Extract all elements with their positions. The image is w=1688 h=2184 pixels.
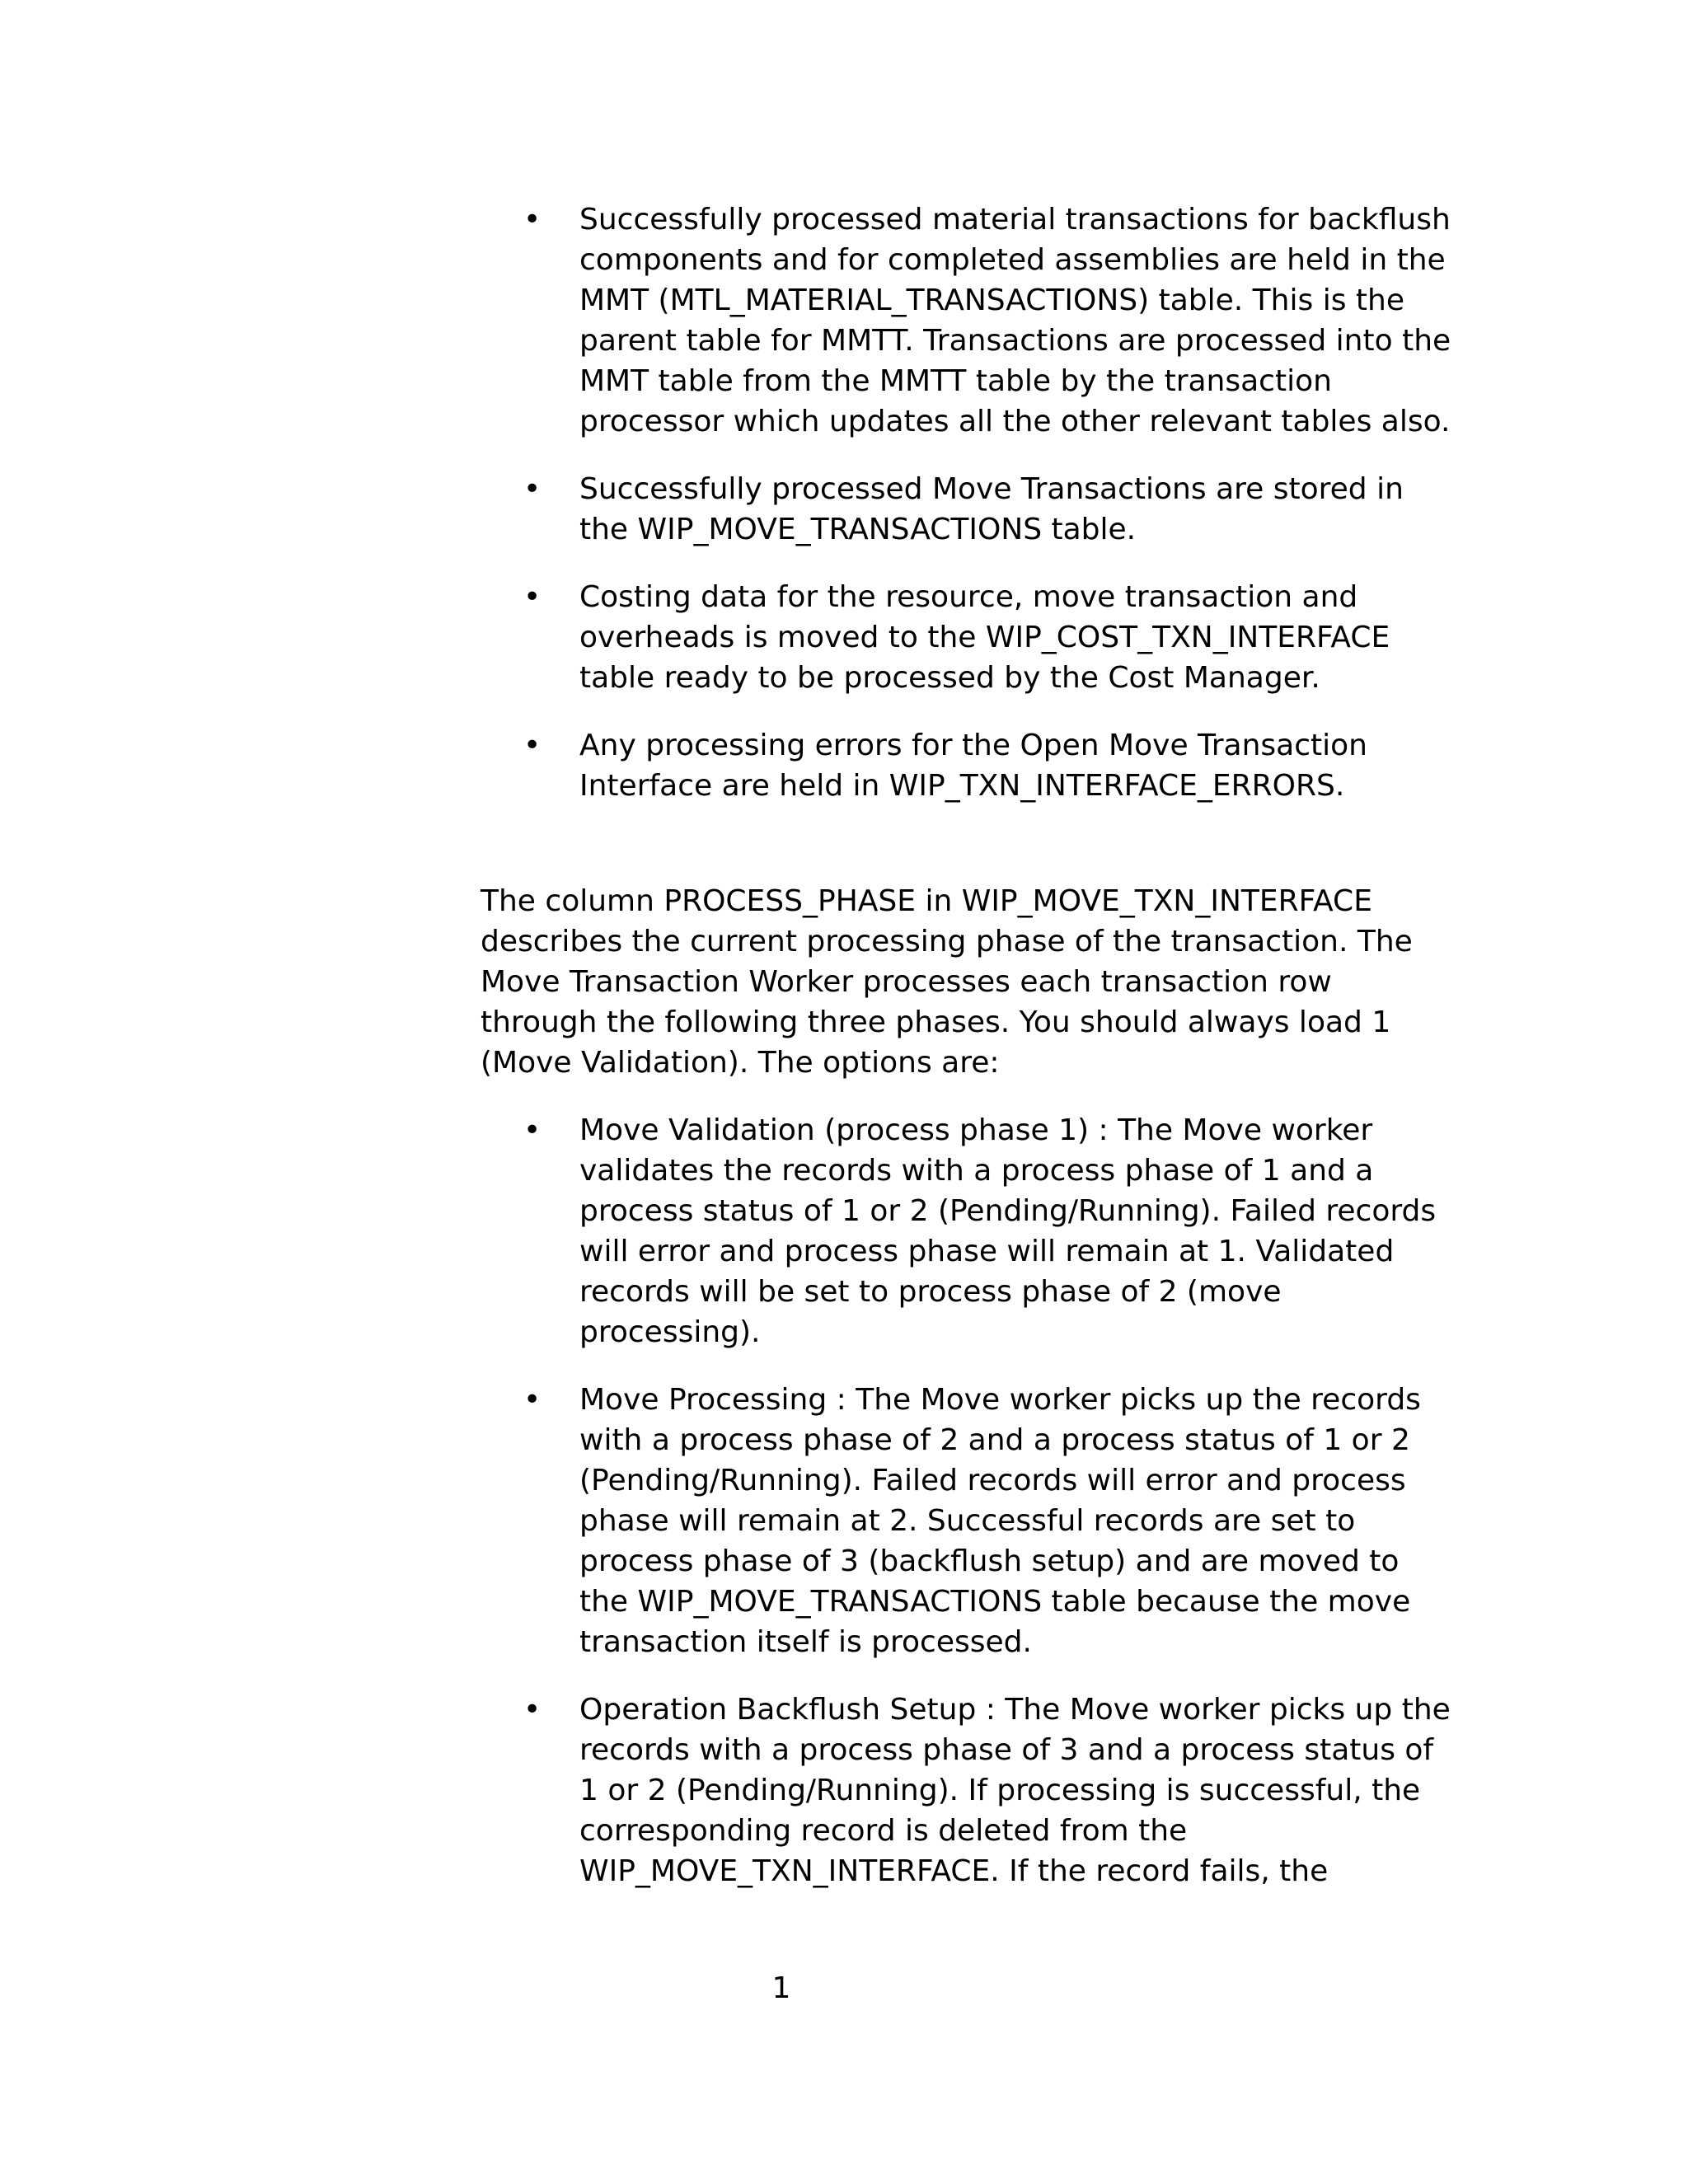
page-content: [481, 199, 1453, 1919]
list-item: • Move Validation (process phase 1) : The Move worker validates the records with a process phase of 1 and a process status of 1 or 2 (Pending/Running). Failed records will error and process phase will remain at 1. Validated records will be set to process phase of 2 (move processing).: [579, 1110, 1453, 1352]
phases-bullet-list: [481, 1110, 1453, 1891]
page-number: 1: [771, 1971, 791, 2005]
list-item: • Move Processing : The Move worker picks up the records with a process phase of 2 and a process status of 1 or 2 (Pending/Running). Failed records will error and process phase will remain at 2. Successful records are set to process phase of 3 (backflush setup) and are moved to the WIP_MOVE_TRANSACTIONS table because the move transaction itself is processed.: [579, 1380, 1453, 1662]
tables-bullet-list: [481, 199, 1453, 806]
list-item: • Operation Backflush Setup : The Move worker picks up the records with a process phase of 3 and a process status of 1 or 2 (Pending/Running). If processing is successful, the corresponding record is deleted from the WIP_MOVE_TXN_INTERFACE. If the record fails, the: [579, 1690, 1453, 1891]
list-item: • Successfully processed Move Transactions are stored in the WIP_MOVE_TRANSACTIONS table.: [579, 469, 1453, 550]
list-item: • Successfully processed material transactions for backflush components and for completed assemblies are held in the MMT (MTL_MATERIAL_TRANSACTIONS) table. This is the parent table for MMTT. Transactions are processed into the MMT table from the MMTT table by the transaction processor which updates all the other relevant tables also.: [579, 199, 1453, 442]
list-item: • Any processing errors for the Open Move Transaction Interface are held in WIP_TXN_INTERFACE_ERRORS.: [579, 725, 1453, 806]
process-phase-paragraph: The column PROCESS_PHASE in WIP_MOVE_TXN_INTERFACE describes the current processing phase of the transaction. The Move Transaction Worker processes each transaction row through the following three phases. You should always load 1 (Move Validation). The options are:: [481, 884, 1413, 1080]
list-item: • Costing data for the resource, move transaction and overheads is moved to the WIP_COST_TXN_INTERFACE table ready to be processed by the Cost Manager.: [579, 577, 1453, 698]
